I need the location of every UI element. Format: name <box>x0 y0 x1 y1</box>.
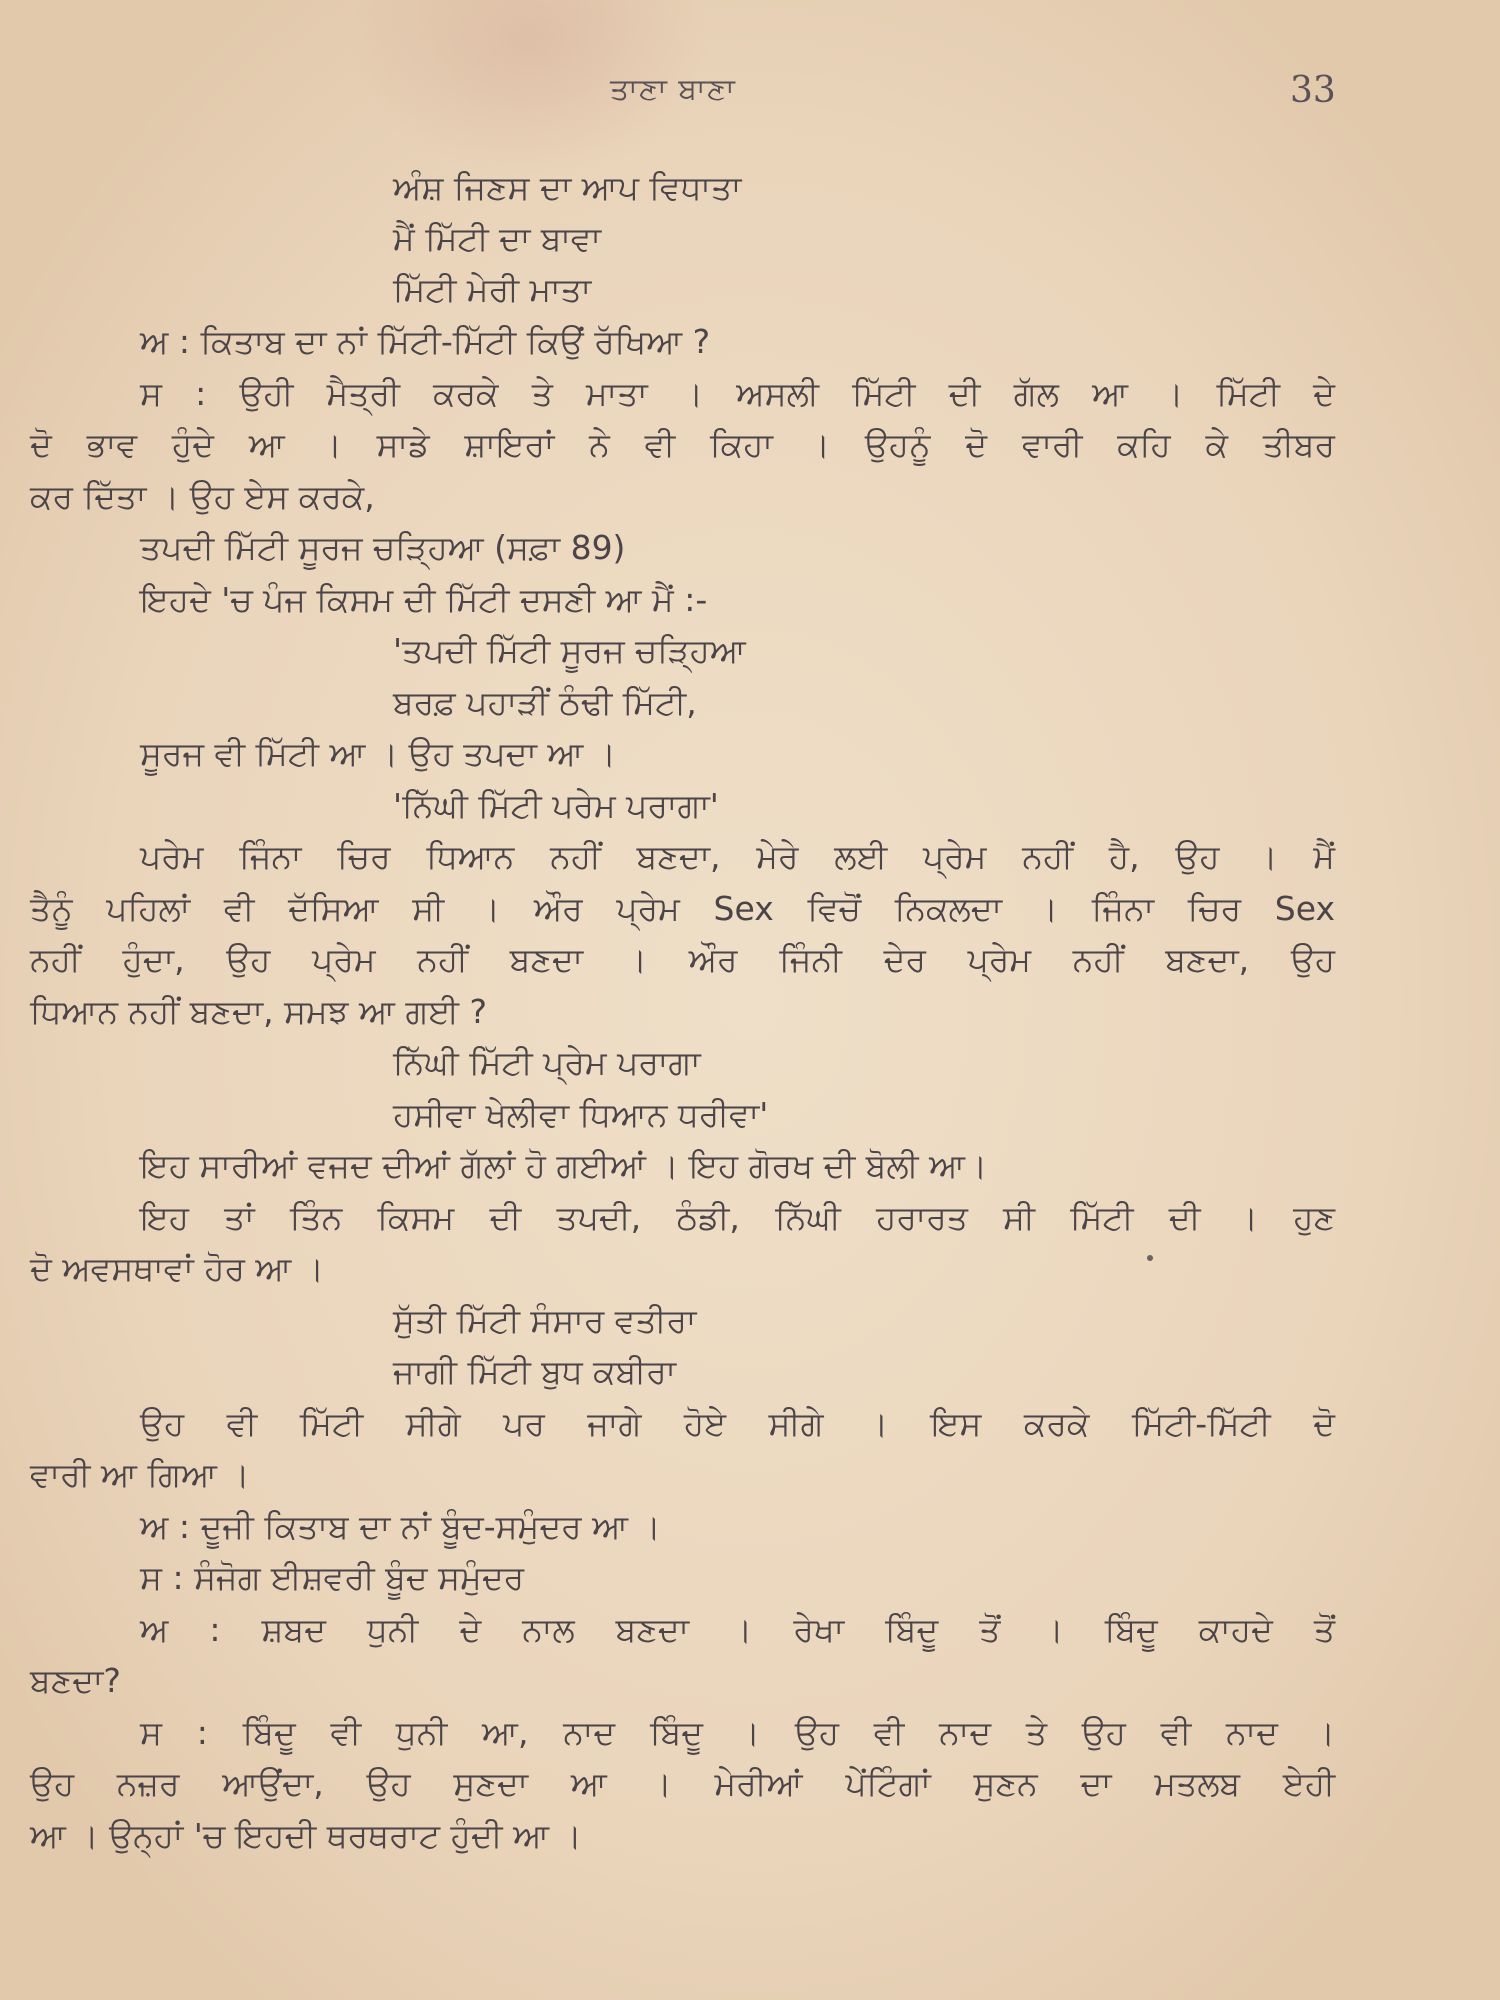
verse-line: ਸੁੱਤੀ ਮਿੱਟੀ ਸੰਸਾਰ ਵਤੀਰਾ <box>393 1301 697 1340</box>
verse-line: ਹਸੀਵਾ ਖੇਲੀਵਾ ਧਿਆਨ ਧਰੀਵਾ' <box>393 1095 769 1134</box>
page-number: 33 <box>1290 70 1336 111</box>
text-line: ਬਣਦਾ? <box>30 1661 121 1700</box>
text-line: ਪਰੇਮ ਜਿੰਨਾ ਚਿਰ ਧਿਆਨ ਨਹੀਂ ਬਣਦਾ, ਮੇਰੇ ਲਈ ਪ੍ਰੇਮ ਨਹੀਂ ਹੈ, ਉਹ । ਮੈਂ <box>140 837 1335 876</box>
verse-line: 'ਤਪਦੀ ਮਿੱਟੀ ਸੂਰਜ ਚੜ੍ਹਿਆ <box>393 631 746 670</box>
verse-line: ਜਾਗੀ ਮਿੱਟੀ ਬੁਧ ਕਬੀਰਾ <box>393 1352 677 1391</box>
text-line: ਵਾਰੀ ਆ ਗਿਆ । <box>30 1455 250 1494</box>
verse-line: ਬਰਫ਼ ਪਹਾੜੀਂ ਠੰਢੀ ਮਿੱਟੀ, <box>393 683 697 722</box>
text-line: ਦੋ ਭਾਵ ਹੁੰਦੇ ਆ । ਸਾਡੇ ਸ਼ਾਇਰਾਂ ਨੇ ਵੀ ਕਿਹਾ । ਉਹਨੂੰ ਦੋ ਵਾਰੀ ਕਹਿ ਕੇ ਤੀਬਰ <box>30 425 1335 464</box>
answer-line: ਸ : ਸੰਜੋਗ ਈਸ਼ਵਰੀ ਬੂੰਦ ਸਮੁੰਦਰ <box>140 1558 525 1597</box>
answer-line: ਸ : ਬਿੰਦੂ ਵੀ ਧੁਨੀ ਆ, ਨਾਦ ਬਿੰਦੂ । ਉਹ ਵੀ ਨਾਦ ਤੇ ਉਹ ਵੀ ਨਾਦ । <box>140 1713 1335 1752</box>
verse-line: ਮੈਂ ਮਿੱਟੀ ਦਾ ਬਾਵਾ <box>393 219 602 258</box>
text-line: ਉਹ ਨਜ਼ਰ ਆਉਂਦਾ, ਉਹ ਸੁਣਦਾ ਆ । ਮੇਰੀਆਂ ਪੇਂਟਿੰਗਾਂ ਸੁਣਨ ਦਾ ਮਤਲਬ ਏਹੀ <box>30 1764 1335 1803</box>
verse-line: ਅੰਸ਼ ਜਿਣਸ ਦਾ ਆਪ ਵਿਧਾਤਾ <box>393 168 742 207</box>
text-line: ਨਹੀਂ ਹੁੰਦਾ, ਉਹ ਪ੍ਰੇਮ ਨਹੀਂ ਬਣਦਾ । ਔਰ ਜਿੰਨੀ ਦੇਰ ਪ੍ਰੇਮ ਨਹੀਂ ਬਣਦਾ, ਉਹ <box>30 940 1335 979</box>
question-line: ਅ : ਸ਼ਬਦ ਧੁਨੀ ਦੇ ਨਾਲ ਬਣਦਾ । ਰੇਖਾ ਬਿੰਦੂ ਤੋਂ । ਬਿੰਦੂ ਕਾਹਦੇ ਤੋਂ <box>140 1610 1335 1649</box>
text-line: ਸੂਰਜ ਵੀ ਮਿੱਟੀ ਆ । ਉਹ ਤਪਦਾ ਆ । <box>140 734 617 773</box>
verse-line: 'ਨਿੱਘੀ ਮਿੱਟੀ ਪਰੇਮ ਪਰਾਗਾ' <box>393 786 719 825</box>
text-line: ਕਰ ਦਿੱਤਾ । ਉਹ ਏਸ ਕਰਕੇ, <box>30 477 375 516</box>
text-line: ਦੋ ਅਵਸਥਾਵਾਂ ਹੋਰ ਆ । <box>30 1249 325 1288</box>
text-line: ਤੈਨੂੰ ਪਹਿਲਾਂ ਵੀ ਦੱਸਿਆ ਸੀ । ਔਰ ਪ੍ਰੇਮ Sex ਵਿਚੋਂ ਨਿਕਲਦਾ । ਜਿੰਨਾ ਚਿਰ Sex <box>30 889 1335 928</box>
question-line: ਅ : ਦੂਜੀ ਕਿਤਾਬ ਦਾ ਨਾਂ ਬੂੰਦ-ਸਮੁੰਦਰ ਆ । <box>140 1507 661 1546</box>
text-line: ਇਹ ਸਾਰੀਆਂ ਵਜਦ ਦੀਆਂ ਗੱਲਾਂ ਹੋ ਗਈਆਂ । ਇਹ ਗੋਰਖ ਦੀ ਬੋਲੀ ਆ। <box>140 1146 988 1185</box>
verse-line: ਮਿੱਟੀ ਮੇਰੀ ਮਾਤਾ <box>393 270 592 309</box>
text-line: ਉਹ ਵੀ ਮਿੱਟੀ ਸੀਗੇ ਪਰ ਜਾਗੇ ਹੋਏ ਸੀਗੇ । ਇਸ ਕਰਕੇ ਮਿੱਟੀ-ਮਿੱਟੀ ਦੋ <box>140 1404 1335 1443</box>
running-head: ਤਾਣਾ ਬਾਣਾ <box>610 72 736 107</box>
answer-line: ਸ : ਉਹੀ ਮੈਤ੍ਰੀ ਕਰਕੇ ਤੇ ਮਾਤਾ । ਅਸਲੀ ਮਿੱਟੀ ਦੀ ਗੱਲ ਆ । ਮਿੱਟੀ ਦੇ <box>140 374 1335 413</box>
text-line: ਇਹ ਤਾਂ ਤਿੰਨ ਕਿਸਮ ਦੀ ਤਪਦੀ, ਠੰਡੀ, ਨਿੱਘੀ ਹਰਾਰਤ ਸੀ ਮਿੱਟੀ ਦੀ । ਹੁਣ <box>140 1198 1335 1237</box>
text-line: ਤਪਦੀ ਮਿੱਟੀ ਸੂਰਜ ਚੜ੍ਹਿਆ (ਸਫ਼ਾ 89) <box>140 528 626 567</box>
text-line: ਇਹਦੇ 'ਚ ਪੰਜ ਕਿਸਮ ਦੀ ਮਿੱਟੀ ਦਸਣੀ ਆ ਮੈਂ :- <box>140 580 708 619</box>
text-line: ਧਿਆਨ ਨਹੀਂ ਬਣਦਾ, ਸਮਝ ਆ ਗਈ ? <box>30 992 488 1031</box>
text-line: ਆ । ਉਨ੍ਹਾਂ 'ਚ ਇਹਦੀ ਥਰਥਰਾਟ ਹੁੰਦੀ ਆ । <box>30 1816 582 1855</box>
verse-line: ਨਿੱਘੀ ਮਿੱਟੀ ਪ੍ਰੇਮ ਪਰਾਗਾ <box>393 1043 701 1082</box>
ink-speck <box>1147 1255 1153 1261</box>
question-line: ਅ : ਕਿਤਾਬ ਦਾ ਨਾਂ ਮਿੱਟੀ-ਮਿੱਟੀ ਕਿਉਂ ਰੱਖਿਆ ? <box>140 322 711 361</box>
